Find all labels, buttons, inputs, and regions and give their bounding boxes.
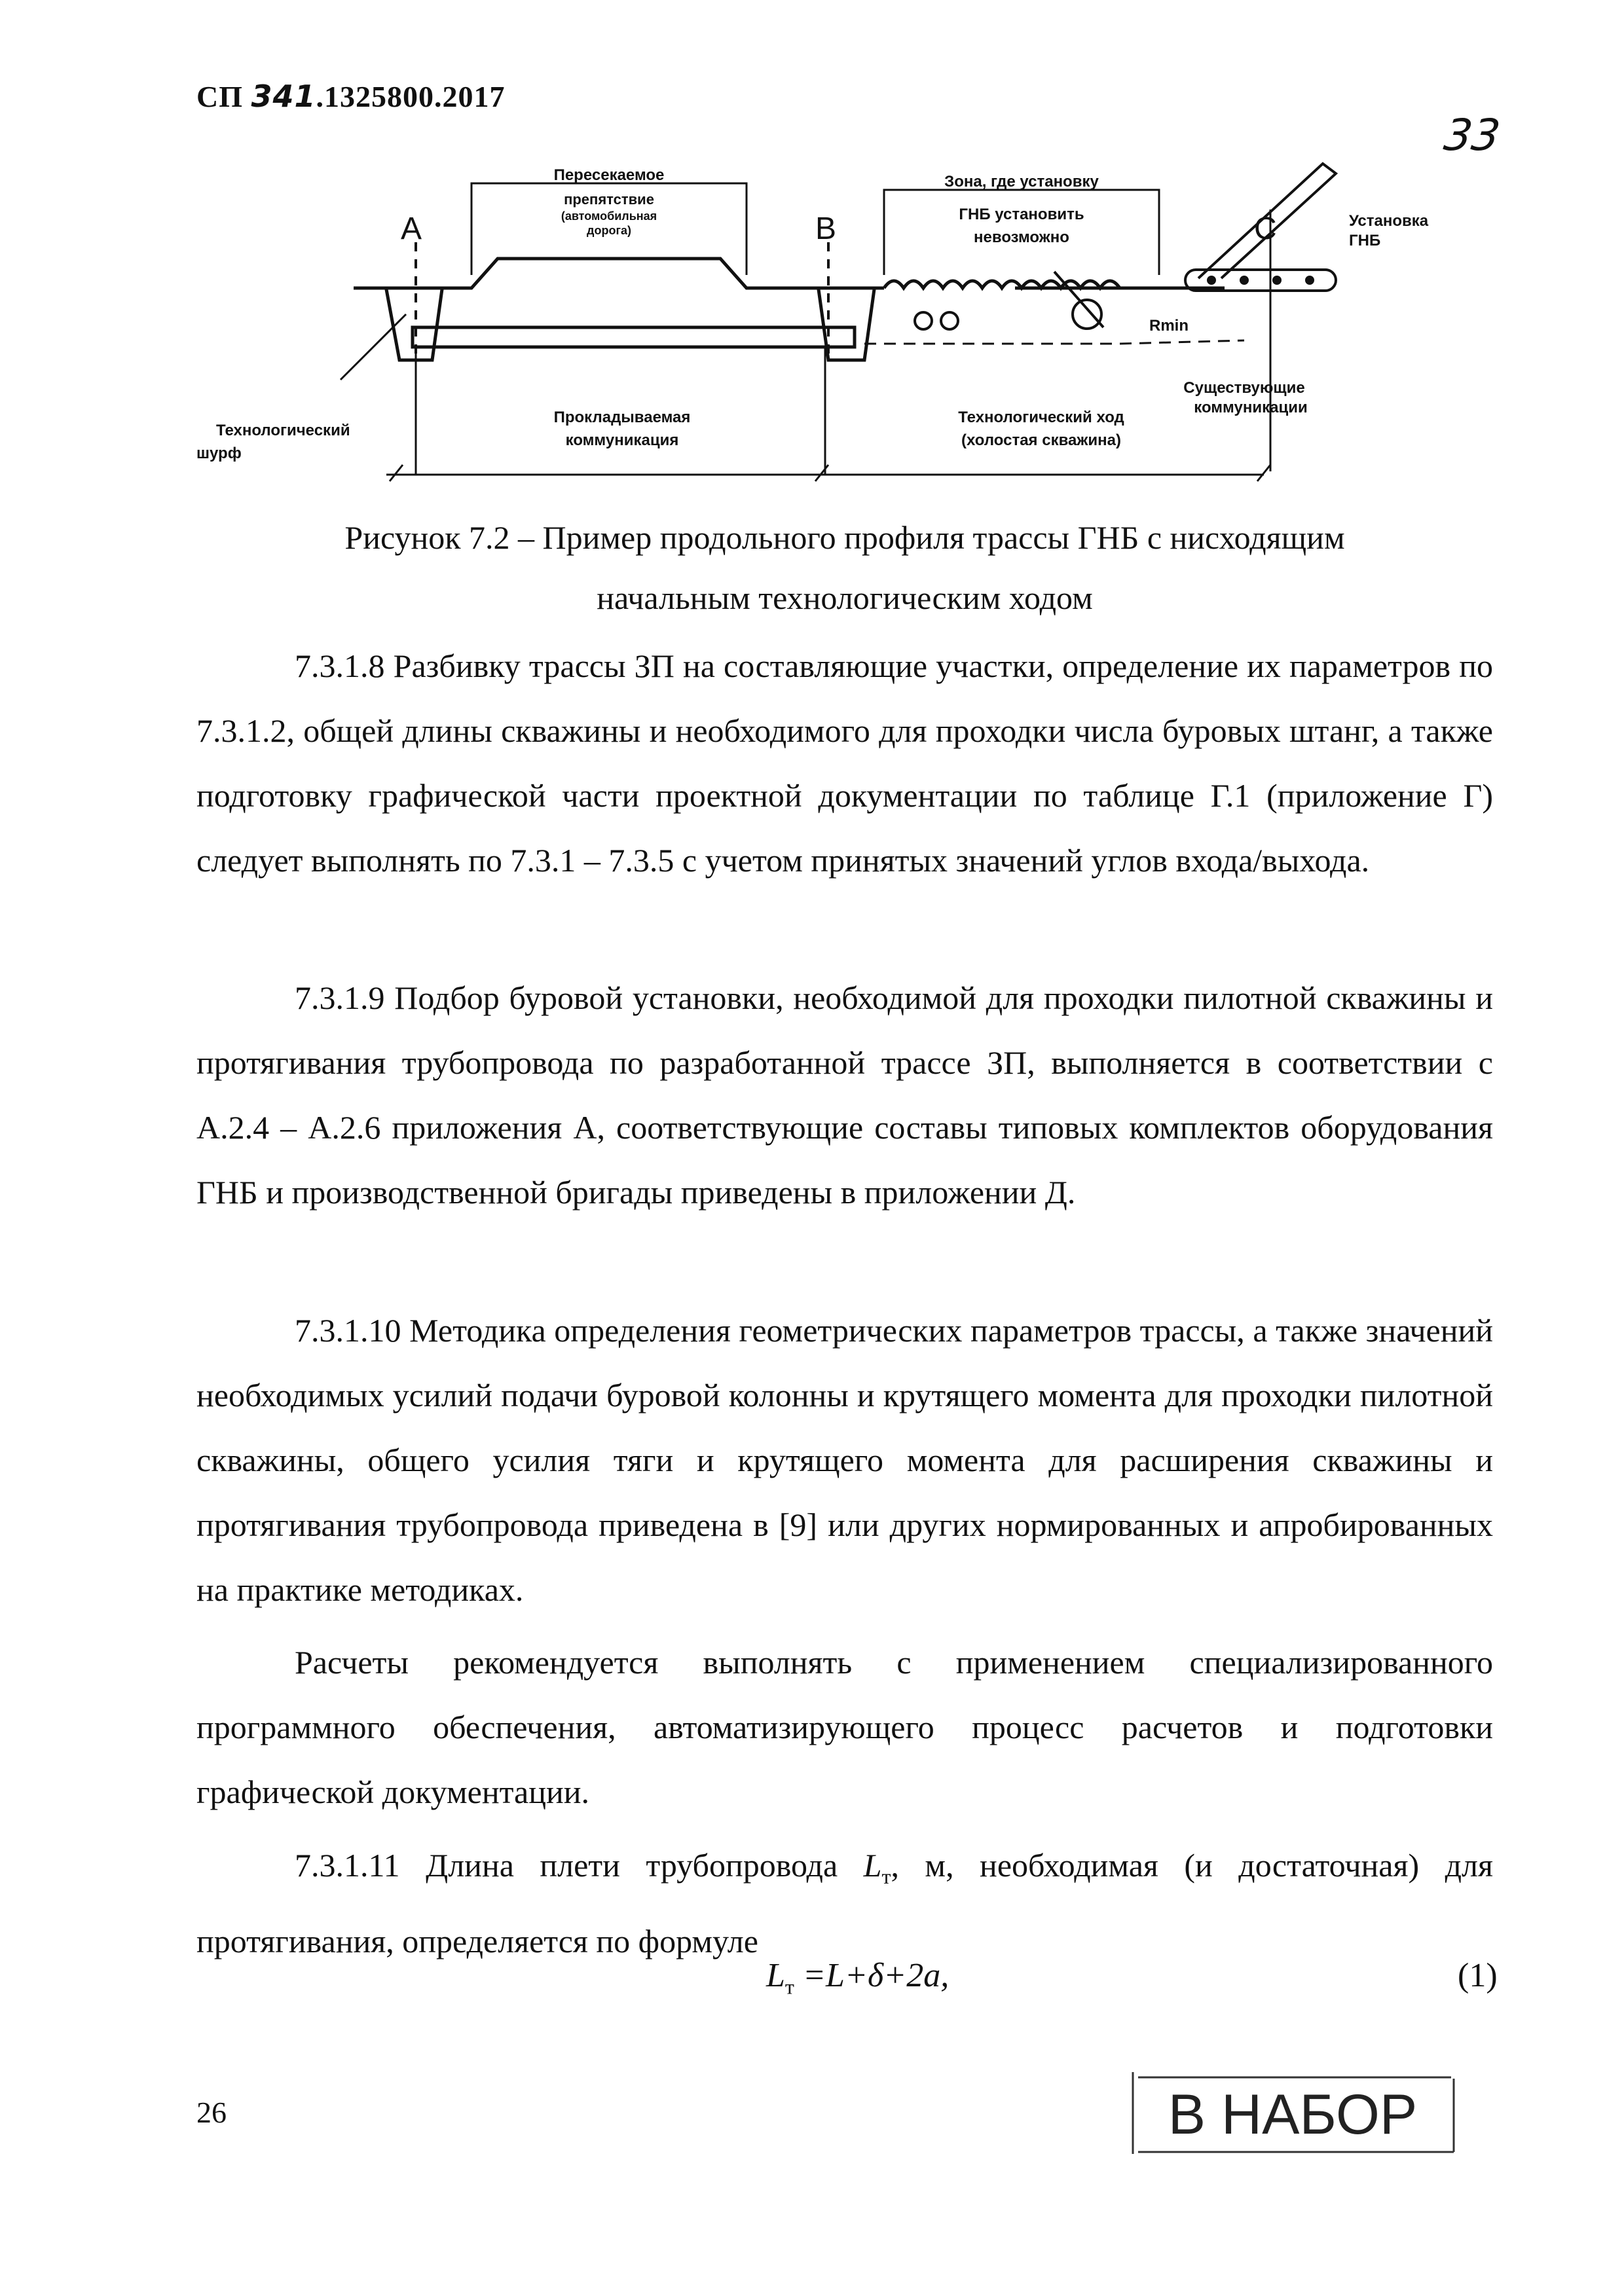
caption-line-2: начальным технологическим ходом <box>597 579 1093 616</box>
rig-wheel-4 <box>1305 276 1314 285</box>
formula: $L_т =L+\delta+2a$, <box>766 1957 950 1999</box>
pit-b <box>819 289 874 360</box>
utility-circle-2 <box>941 312 958 329</box>
rig-label-1: Установка <box>1349 212 1429 230</box>
stamp-text: В НАБОР <box>1168 2083 1418 2146</box>
dimension-tick-b <box>815 465 828 481</box>
figure-caption <box>196 507 1493 628</box>
obstacle-label-1: Пересекаемое <box>553 166 665 184</box>
pit-label-2: шурф <box>196 445 242 462</box>
code-suffix: .1325800.2017 <box>316 80 506 113</box>
pipe <box>413 327 855 347</box>
zone-label-2: ГНБ установить <box>959 206 1084 223</box>
zone-label-1: Зона, где установку <box>944 173 1099 191</box>
pilot-path <box>864 340 1244 344</box>
ground-line <box>354 259 884 288</box>
rig-label-2: ГНБ <box>1349 232 1381 249</box>
handwritten-page-number: 33 <box>1441 110 1504 160</box>
obstacle-label-2: препятствие <box>564 191 654 208</box>
utility-circle-1 <box>915 312 932 329</box>
pipe-label-1: Прокладываемая <box>553 409 691 426</box>
utility-circle-3 <box>1073 300 1101 329</box>
dimension-tick-a <box>390 465 403 481</box>
existing-label-2: коммуникации <box>1194 399 1308 416</box>
document-code <box>196 79 506 114</box>
code-handwritten: 341 <box>251 79 316 114</box>
formula-number: (1) <box>1458 1957 1498 1994</box>
stamp <box>1126 2072 1459 2157</box>
zone-label-3: невозможно <box>974 228 1069 246</box>
paragraph-7-3-1-10: 7.3.1.10 Методика определения геометрических параметров трассы, а также значений необходимых усилий подачи буровой колонны и крутящего момента для проходки пилотной скважины, общего усилия тяги и крутящего момента для расширения скважины и протягивания трубопровода приведена в [9] или других нормированных и апробированных на практике методиках. <box>196 1312 1493 1608</box>
rmin-label: Rmin <box>1149 317 1189 335</box>
point-b-label: B <box>815 211 837 246</box>
pit-label-1: Технологический <box>216 422 350 439</box>
point-c-label: C <box>1254 211 1277 246</box>
rig-wheel-2 <box>1240 276 1249 285</box>
obstacle-label-4: дорога) <box>587 224 631 237</box>
code-prefix: СП <box>196 80 243 113</box>
pilot-label-1: Технологический ход <box>958 409 1124 426</box>
paragraph-7-3-1-9: 7.3.1.9 Подбор буровой установки, необходимой для проходки пилотной скважины и протягивания трубопровода по разработанной трассе ЗП, выполняется в соответствии с А.2.4 – А.2.6 приложения А, соответствующие составы типовых комплектов оборудования ГНБ и производственной бригады приведены в приложении Д. <box>196 979 1493 1211</box>
paragraph-7-3-1-8: 7.3.1.8 Разбивку трассы ЗП на составляющие участки, определение их параметров по 7.3.1.2, общей длины скважины и необходимого для проходки числа буровых штанг, а также подготовку графической части проектной документации по таблице Г.1 (приложение Г) следует выполнять по 7.3.1 – 7.3.5 с учетом принятых значений углов входа/выхода. <box>196 647 1493 879</box>
existing-arrow <box>1054 272 1103 327</box>
obstacle-label-3: (автомобильная <box>561 210 657 223</box>
pilot-label-2: (холостая скважина) <box>961 431 1121 449</box>
rig-wheel-1 <box>1207 276 1216 285</box>
existing-label-1: Существующие <box>1183 379 1305 397</box>
figure-7-2 <box>190 144 1500 498</box>
paragraph-calculations: Расчеты рекомендуется выполнять с применением специализированного программного обеспечения, автоматизирующего процесс расчетов и подготовки графической документации. <box>196 1644 1493 1810</box>
pipe-label-2: коммуникация <box>565 431 679 449</box>
caption-line-1: Рисунок 7.2 – Пример продольного профиля трассы ГНБ с нисходящим <box>344 519 1345 556</box>
rig-wheel-3 <box>1272 276 1282 285</box>
point-a-label: A <box>401 211 422 246</box>
page-number: 26 <box>196 2096 227 2129</box>
dimension-tick-c <box>1257 465 1270 481</box>
paragraph-7-3-1-11: 7.3.1.11 Длина плети трубопровода $L_т$, м, необходимая (и достаточная) для протягивания, определяется по формуле <box>196 1847 1494 1959</box>
